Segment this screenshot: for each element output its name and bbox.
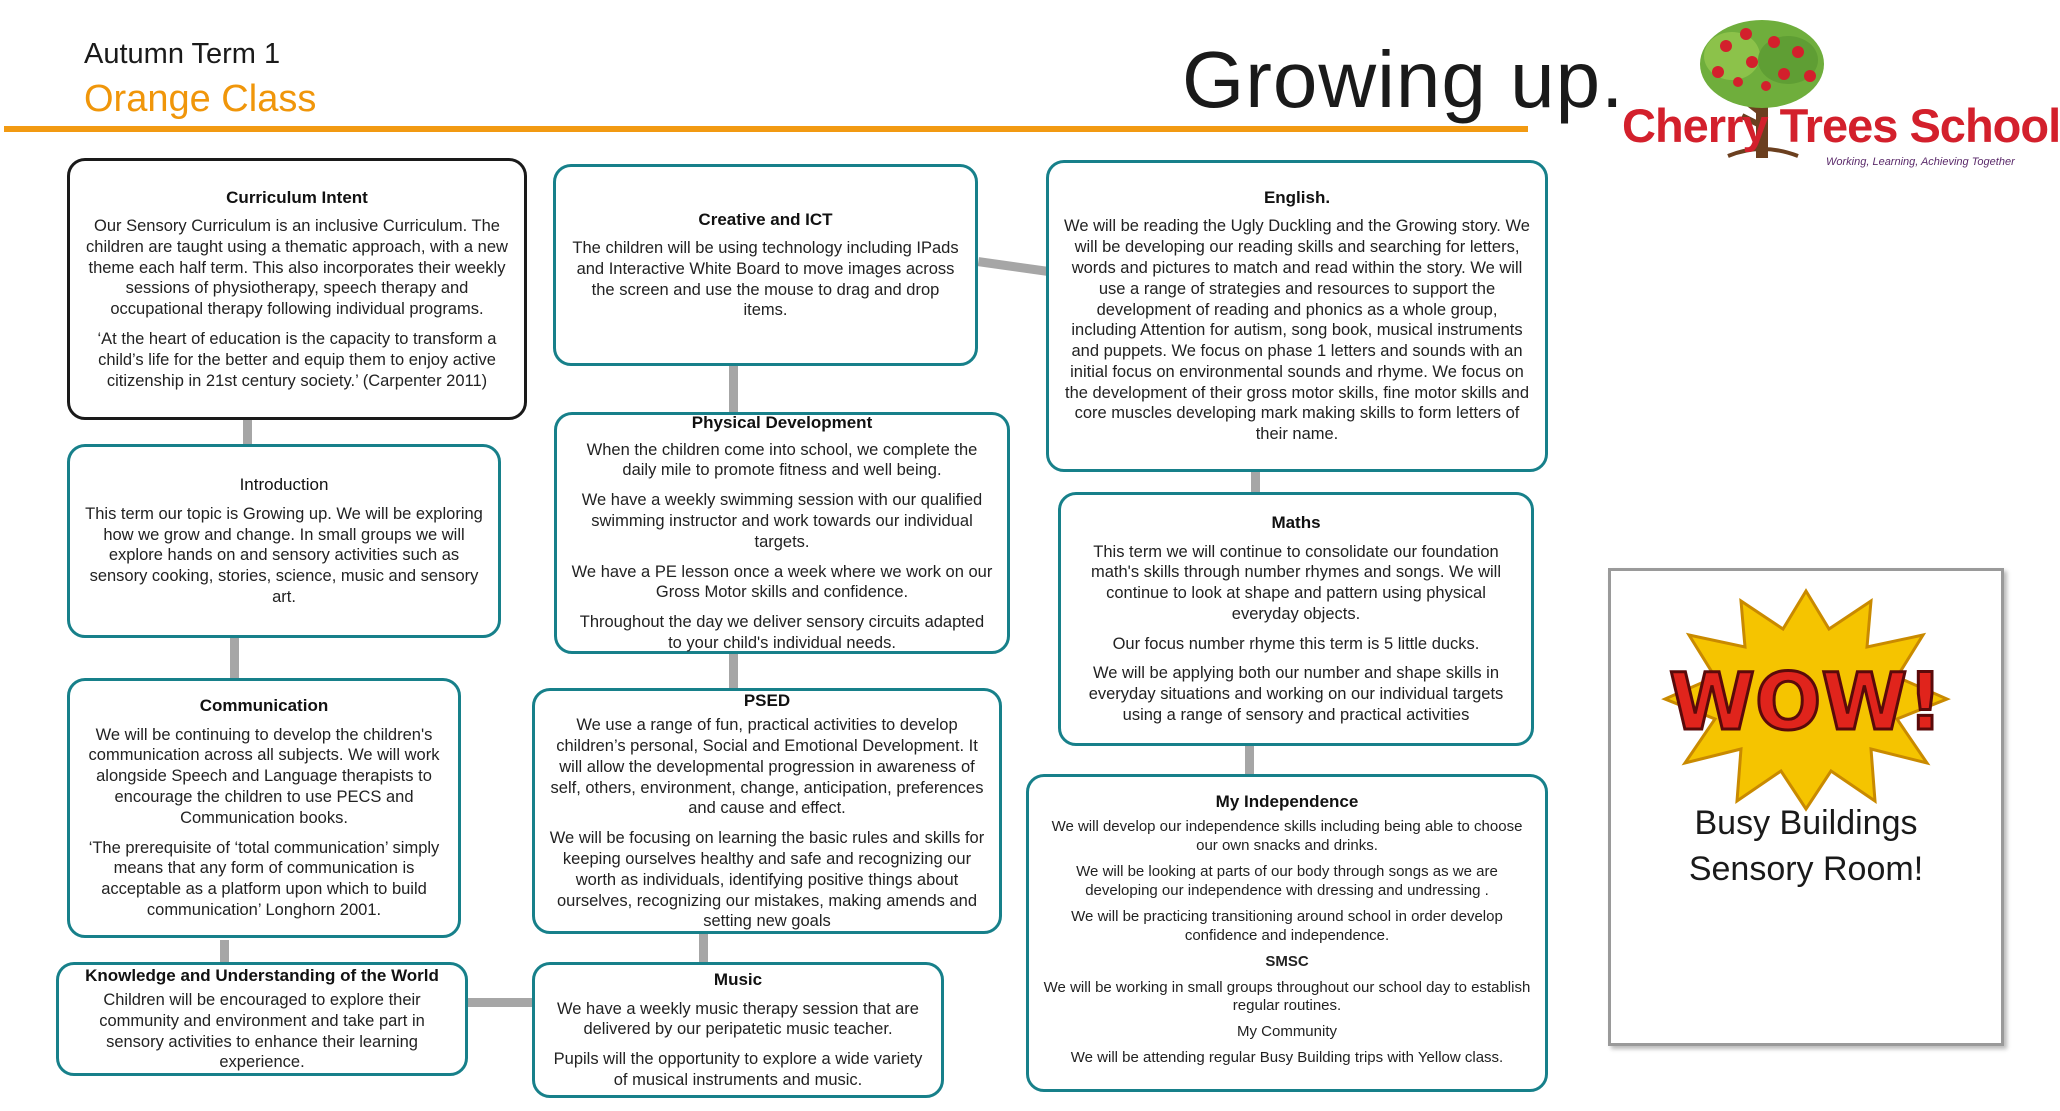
connector-physical-psed — [729, 652, 738, 690]
my-independence-text-3: We will be practicing transitioning around school in order develop confidence and independence. — [1071, 907, 1503, 944]
knowledge-world-text: Children will be encouraged to explore their community and environment and take part in sensory activities to enhance their learning experience. — [99, 991, 425, 1072]
music-text-2: Pupils will the opportunity to explore a wide variety of musical instruments and music. — [553, 1050, 923, 1089]
music-heading: Music — [713, 970, 763, 990]
introduction-text: This term our topic is Growing up. We will be exploring how we grow and change. In small groups we will explore hands on and sensory activities such as sensory cooking, stories, science, music and sensory art. — [85, 504, 483, 606]
my-community-text: We will be attending regular Busy Building trips with Yellow class. — [1070, 1049, 1504, 1067]
introduction-box — [67, 444, 501, 638]
caption-line-1: Busy Buildings — [1694, 804, 1918, 842]
psed-heading: PSED — [743, 690, 791, 710]
knowledge-world-heading: Knowledge and Understanding of the World — [85, 965, 439, 985]
physical-development-text-3: We have a PE lesson once a week where we work on our Gross Motor skills and confidence. — [571, 562, 993, 602]
connector-knowledge-music — [468, 998, 532, 1007]
my-independence-heading: My Independence — [1215, 791, 1359, 811]
communication-quote: ‘The prerequisite of ‘total communication’ simply means that any form of communication is acceptable as a platform upon which to build communication’ Longhorn 2001. — [88, 838, 440, 919]
physical-development-text-4: Throughout the day we deliver sensory circuits adapted to your child's individual needs. — [579, 613, 985, 652]
caption-line-2: Sensory Room! — [1688, 849, 1924, 888]
psed-box — [532, 688, 1002, 934]
class-name: Orange Class — [84, 78, 317, 120]
physical-development-heading: Physical Development — [691, 413, 873, 433]
smsc-heading: SMSC — [1265, 952, 1309, 970]
curriculum-intent-box — [67, 158, 527, 420]
maths-heading: Maths — [1271, 513, 1321, 533]
connector-creative-physical — [729, 366, 738, 414]
sensory-room-panel — [1608, 568, 2004, 1046]
english-text: We will be reading the Ugly Duckling and the Growing story. We will be developing our reading skills and searching for letters, words and pictures to match and read within the story. We will use a range of strategies and resources to support the development of reading and phonics as a whole group, including Attention for autism, song book, musical instruments and puppets. We focus on phase 1 letters and sounds with an initial focus on environmental sounds and rhyme. We focus on the development of their gross motor skills, fine motor skills and core muscles developing mark making skills to form letters of their name. — [1064, 217, 1530, 444]
psed-text-1: We use a range of fun, practical activities to develop children’s personal, Social and Emotional Development. It will allow the developmental progression in awareness of self, others, environment, change, anticipation, preferences and cause and effect. — [550, 716, 984, 818]
communication-heading: Communication — [199, 696, 329, 716]
page-title: Growing up. — [1182, 35, 1625, 124]
maths-box — [1058, 492, 1534, 746]
introduction-heading: Introduction — [239, 475, 329, 495]
communication-text: We will be continuing to develop the children's communication across all subjects. We will work alongside Speech and Language therapists to encourage the children to use PECS and Communication books. — [88, 725, 440, 827]
connector-maths-independence — [1245, 744, 1254, 776]
creative-ict-heading: Creative and ICT — [698, 209, 833, 229]
creative-ict-text: The children will be using technology including IPads and Interactive White Board to move images across the screen and use the mouse to drag and drop items. — [572, 239, 959, 320]
physical-development-box — [554, 412, 1010, 654]
connector-intro-communication — [230, 636, 239, 682]
logo-name: Cherry Trees School — [1622, 99, 2060, 152]
school-logo — [1618, 16, 2060, 176]
my-independence-text-2: We will be looking at parts of our body through songs as we are developing our independence with dressing and undressing . — [1076, 863, 1498, 899]
english-heading: English. — [1263, 188, 1331, 207]
wow-word: WOW! — [1669, 658, 1943, 748]
curriculum-intent-heading: Curriculum Intent — [226, 187, 368, 207]
english-box — [1046, 160, 1548, 472]
maths-text-1: This term we will continue to consolidate our foundation math's skills through number rhymes and songs. We will continue to look at shape and pattern using physical everyday objects. — [1090, 542, 1501, 623]
creative-ict-box — [553, 164, 978, 366]
music-box — [532, 962, 944, 1098]
connector-creative-english — [978, 257, 1049, 276]
physical-development-text-1: When the children come into school, we complete the daily mile to promote fitness and well being. — [586, 440, 978, 480]
music-text-1: We have a weekly music therapy session that are delivered by our peripatetic music teacher. — [557, 999, 919, 1039]
connector-psed-music — [699, 934, 708, 964]
smsc-text: We will be working in small groups throughout our school day to establish regular routines. — [1043, 978, 1531, 1015]
knowledge-world-box — [56, 962, 468, 1076]
my-independence-box — [1026, 774, 1548, 1092]
curriculum-intent-quote: ‘At the heart of education is the capacity to transform a child’s life for the better and equip them to enjoy active citizenship in 21st century society.’ (Carpenter 2011) — [97, 329, 497, 390]
physical-development-text-2: We have a weekly swimming session with our qualified swimming instructor and work towards our individual targets. — [581, 491, 983, 551]
sensory-room-caption — [1611, 801, 2001, 893]
header-divider — [4, 126, 1528, 132]
wow-burst-icon — [1661, 587, 1951, 812]
communication-box — [67, 678, 461, 938]
connector-communication-knowledge — [220, 940, 229, 964]
my-independence-text-1: We will develop our independence skills including being able to choose our own snacks and drinks. — [1051, 818, 1523, 855]
maths-text-2: Our focus number rhyme this term is 5 little ducks. — [1112, 634, 1480, 653]
logo-tagline: Working, Learning, Achieving Together — [1826, 156, 2015, 168]
curriculum-intent-text: Our Sensory Curriculum is an inclusive Curriculum. The children are taught using a thematic approach, with a new theme each half term. This also incorporates their weekly sessions of physiotherapy, speech therapy and occupational therapy following individual programs. — [86, 217, 508, 319]
maths-text-3: We will be applying both our number and shape skills in everyday situations and working on our individual targets using a range of sensory and practical activities — [1088, 664, 1504, 725]
my-community-heading: My Community — [1236, 1023, 1337, 1041]
term-label: Autumn Term 1 — [84, 38, 281, 70]
psed-text-2: We will be focusing on learning the basic rules and skills for keeping ourselves healthy and safe and recognizing our worth as individuals, identifying positive things about ourselves, recognizing our mistakes, making amends and setting new goals — [549, 829, 985, 931]
